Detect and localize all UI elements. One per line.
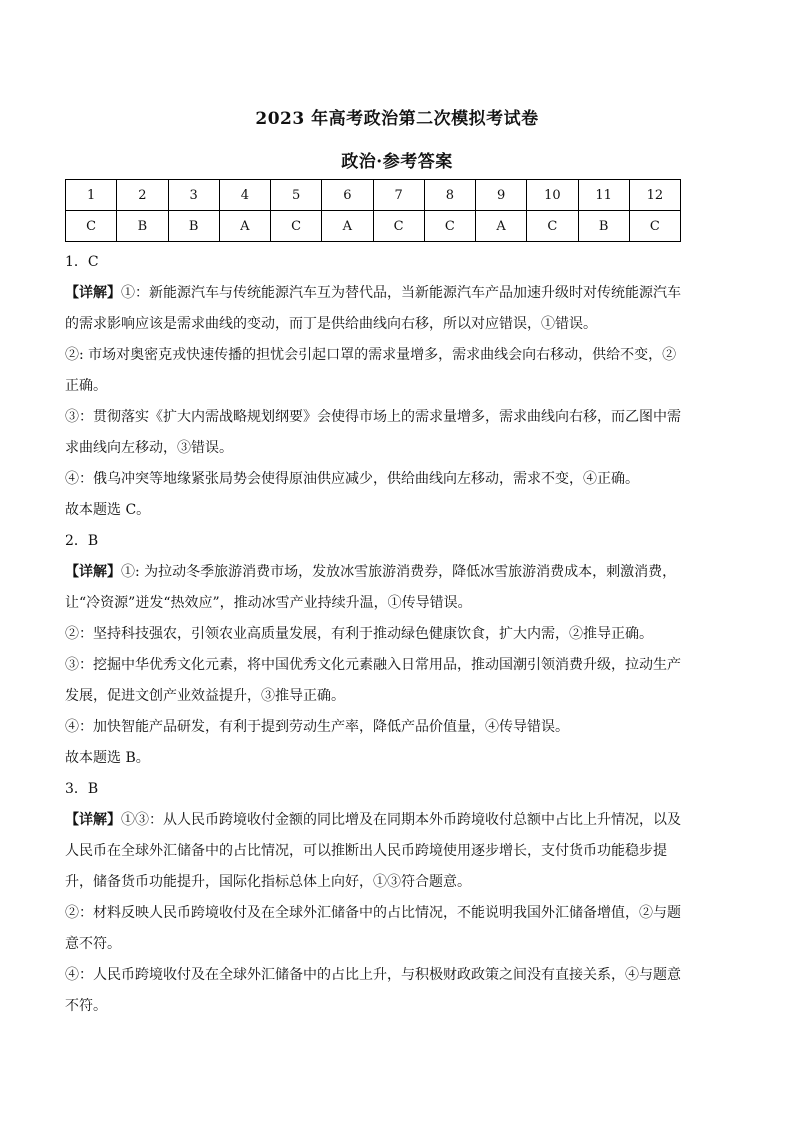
question-number-cell: 8 bbox=[424, 180, 475, 211]
question-number-cell: 1 bbox=[66, 180, 117, 211]
document-subtitle: 政治·参考答案 bbox=[341, 152, 453, 172]
question-2-paragraph: ②：坚持科技强农，引领农业高质量发展，有利于推动绿色健康饮食，扩大内需，②推导正确。 bbox=[65, 626, 653, 642]
answer-table bbox=[65, 179, 681, 242]
question-number-cell: 6 bbox=[322, 180, 373, 211]
answer-table-answer-row bbox=[66, 211, 681, 242]
question-number-cell: 9 bbox=[476, 180, 527, 211]
answer-cell: A bbox=[476, 211, 527, 242]
question-1-paragraph: ③：贯彻落实《扩大内需战略规划纲要》会使得市场上的需求量增多，需求曲线向右移，而乙图中需求曲线向左移动，③错误。 bbox=[65, 409, 681, 456]
detail-label: 【详解】 bbox=[65, 812, 121, 828]
question-1-paragraph: ②: 市场对奥密克戎快速传播的担忧会引起口罩的需求量增多，需求曲线会向右移动，供给不变，②正确。 bbox=[65, 347, 677, 394]
paragraph-text: ①：新能源汽车与传统能源汽车互为替代品，当新能源汽车产品加速升级时对传统能源汽车的需求影响应该是需求曲线的变动，而丁是供给曲线向右移，所以对应错误，①错误。 bbox=[65, 285, 681, 332]
detail-label: 【详解】 bbox=[65, 564, 121, 580]
document-title: 2023 年高考政治第二次模拟考试卷 bbox=[255, 109, 539, 129]
question-2-paragraph: ③：挖掘中华优秀文化元素，将中国优秀文化元素融入日常用品，推动国潮引领消费升级，拉动生产发展，促进文创产业效益提升，③推导正确。 bbox=[65, 657, 681, 704]
question-1-heading: 1．C bbox=[65, 254, 99, 270]
question-number-cell: 3 bbox=[168, 180, 219, 211]
question-number-cell: 2 bbox=[117, 180, 168, 211]
answer-cell: B bbox=[168, 211, 219, 242]
question-3-heading: 3．B bbox=[65, 781, 99, 797]
question-number-cell: 10 bbox=[527, 180, 578, 211]
answer-cell: C bbox=[629, 211, 680, 242]
question-number-cell: 12 bbox=[629, 180, 680, 211]
answer-cell: C bbox=[527, 211, 578, 242]
explanations bbox=[65, 247, 685, 1022]
answer-cell: C bbox=[271, 211, 322, 242]
answer-cell: A bbox=[322, 211, 373, 242]
answer-cell: C bbox=[66, 211, 117, 242]
question-number-cell: 7 bbox=[373, 180, 424, 211]
question-3-paragraph bbox=[65, 805, 685, 898]
answer-cell: B bbox=[117, 211, 168, 242]
answer-cell: C bbox=[424, 211, 475, 242]
question-number-cell: 11 bbox=[578, 180, 629, 211]
detail-label: 【详解】 bbox=[65, 285, 121, 301]
question-2-paragraph bbox=[65, 557, 685, 619]
question-1-paragraph: ④：俄乌冲突等地缘紧张局势会使得原油供应减少，供给曲线向左移动，需求不变，④正确。 bbox=[65, 471, 639, 487]
paragraph-text: ①: 为拉动冬季旅游消费市场，发放冰雪旅游消费券，降低冰雪旅游消费成本，刺激消费，让“冷资源”迸发“热效应”，推动冰雪产业持续升温，①传导错误。 bbox=[65, 564, 677, 611]
answer-cell: B bbox=[578, 211, 629, 242]
paragraph-text: ①③：从人民币跨境收付金额的同比增及在同期本外币跨境收付总额中占比上升情况，以及人民币在全球外汇储备中的占比情况，可以推断出人民币跨境使用逐步增长，支付货币功能稳步提升，储备货币功能提升，国际化指标总体上向好，①③符合题意。 bbox=[65, 812, 681, 890]
question-3-paragraph: ②：材料反映人民币跨境收付及在全球外汇储备中的占比情况，不能说明我国外汇储备增值，②与题意不符。 bbox=[65, 905, 681, 952]
question-2-heading: 2．B bbox=[65, 533, 99, 549]
answer-cell: C bbox=[373, 211, 424, 242]
question-number-cell: 5 bbox=[271, 180, 322, 211]
question-2-conclusion: 故本题选 B。 bbox=[65, 750, 150, 766]
answer-cell: A bbox=[219, 211, 270, 242]
answer-table-number-row bbox=[66, 180, 681, 211]
question-1-paragraph bbox=[65, 278, 685, 340]
question-2-paragraph: ④：加快智能产品研发，有利于提到劳动生产率，降低产品价值量，④传导错误。 bbox=[65, 719, 569, 735]
question-1-conclusion: 故本题选 C。 bbox=[65, 502, 151, 518]
question-number-cell: 4 bbox=[219, 180, 270, 211]
question-3-paragraph: ④：人民币跨境收付及在全球外汇储备中的占比上升，与积极财政政策之间没有直接关系，④与题意不符。 bbox=[65, 967, 681, 1014]
